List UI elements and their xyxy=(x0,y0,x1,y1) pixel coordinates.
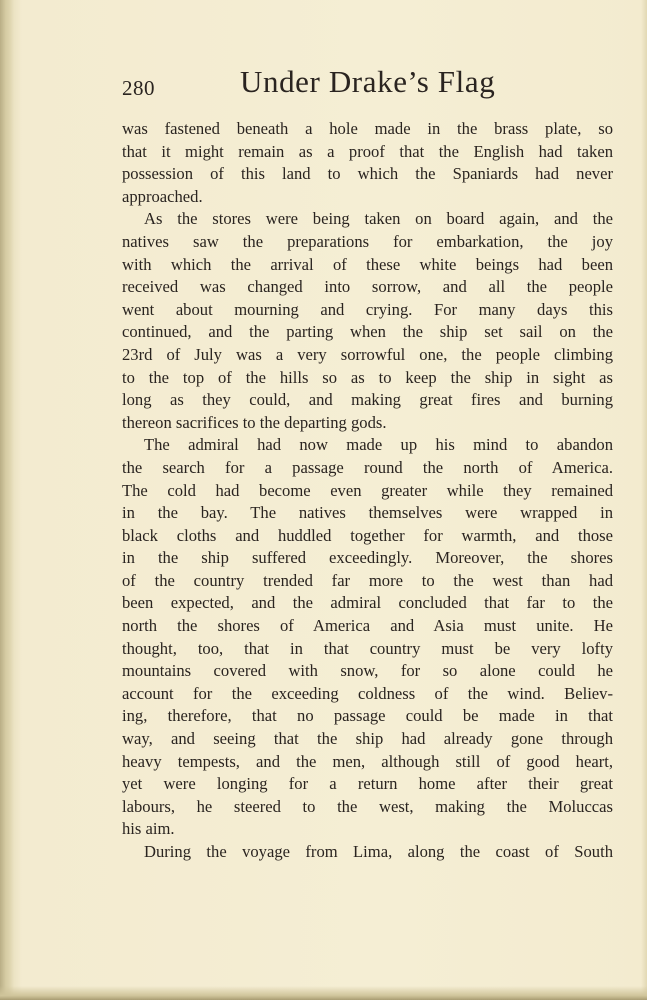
text-line: continued, and the parting when the ship set sail on the xyxy=(122,322,613,342)
page-header xyxy=(122,64,612,106)
body-text xyxy=(122,118,613,864)
text-line: of the country trended far more to the west than had xyxy=(122,570,613,590)
text-line: long as they could, and making great fires and burning xyxy=(122,390,613,410)
text-line: labours, he steered to the west, making the Moluccas xyxy=(122,796,613,816)
page-right-edge xyxy=(641,0,647,1000)
page-bottom-edge xyxy=(0,986,647,1000)
text-line: to the top of the hills so as to keep the ship in sight as xyxy=(122,367,613,387)
text-line: mountains covered with snow, for so alone could he xyxy=(122,661,613,681)
text-line: in the ship suffered exceedingly. Moreover, the shores xyxy=(122,548,613,568)
text-line: thought, too, that in that country must be very lofty xyxy=(122,638,613,658)
text-line: received was changed into sorrow, and all the people xyxy=(122,277,613,297)
text-line: his aim. xyxy=(122,819,175,839)
text-line: was fastened beneath a hole made in the brass plate, so xyxy=(122,119,613,138)
text-line: ing, therefore, that no passage could be made in that xyxy=(122,706,613,726)
page-number: 280 xyxy=(122,76,155,100)
running-title: Under Drake’s Flag xyxy=(240,64,496,99)
page-gutter-shadow xyxy=(0,0,14,1000)
text-line: 23rd of July was a very sorrowful one, the people climbing xyxy=(122,344,613,364)
text-line: The cold had become even greater while they remained xyxy=(122,480,613,500)
text-line: possession of this land to which the Spaniards had never xyxy=(122,164,613,184)
text-line: that it might remain as a proof that the English had taken xyxy=(122,141,613,161)
text-line: natives saw the preparations for embarkation, the joy xyxy=(122,231,613,251)
text-line: During the voyage from Lima, along the coast of South xyxy=(144,842,613,861)
text-line: As the stores were being taken on board again, and the xyxy=(144,209,613,229)
text-line: yet were longing for a return home after their great xyxy=(122,774,613,794)
text-line: in the bay. The natives themselves were wrapped in xyxy=(122,503,613,523)
text-line: way, and seeing that the ship had already gone through xyxy=(122,729,613,749)
text-line: been expected, and the admiral concluded that far to the xyxy=(122,593,613,613)
text-line: with which the arrival of these white beings had been xyxy=(122,254,613,274)
text-line: the search for a passage round the north of America. xyxy=(122,457,613,477)
text-line: went about mourning and crying. For many days this xyxy=(122,299,613,319)
text-line: heavy tempests, and the men, although still of good heart, xyxy=(122,751,613,771)
text-line: north the shores of America and Asia must unite. He xyxy=(122,616,613,636)
text-line: thereon sacrifices to the departing gods. xyxy=(122,412,387,432)
text-line: account for the exceeding coldness of the wind. Believ- xyxy=(122,683,613,703)
text-line: black cloths and huddled together for warmth, and those xyxy=(122,525,613,545)
text-line: The admiral had now made up his mind to abandon xyxy=(144,435,613,455)
text-line: approached. xyxy=(122,186,203,206)
